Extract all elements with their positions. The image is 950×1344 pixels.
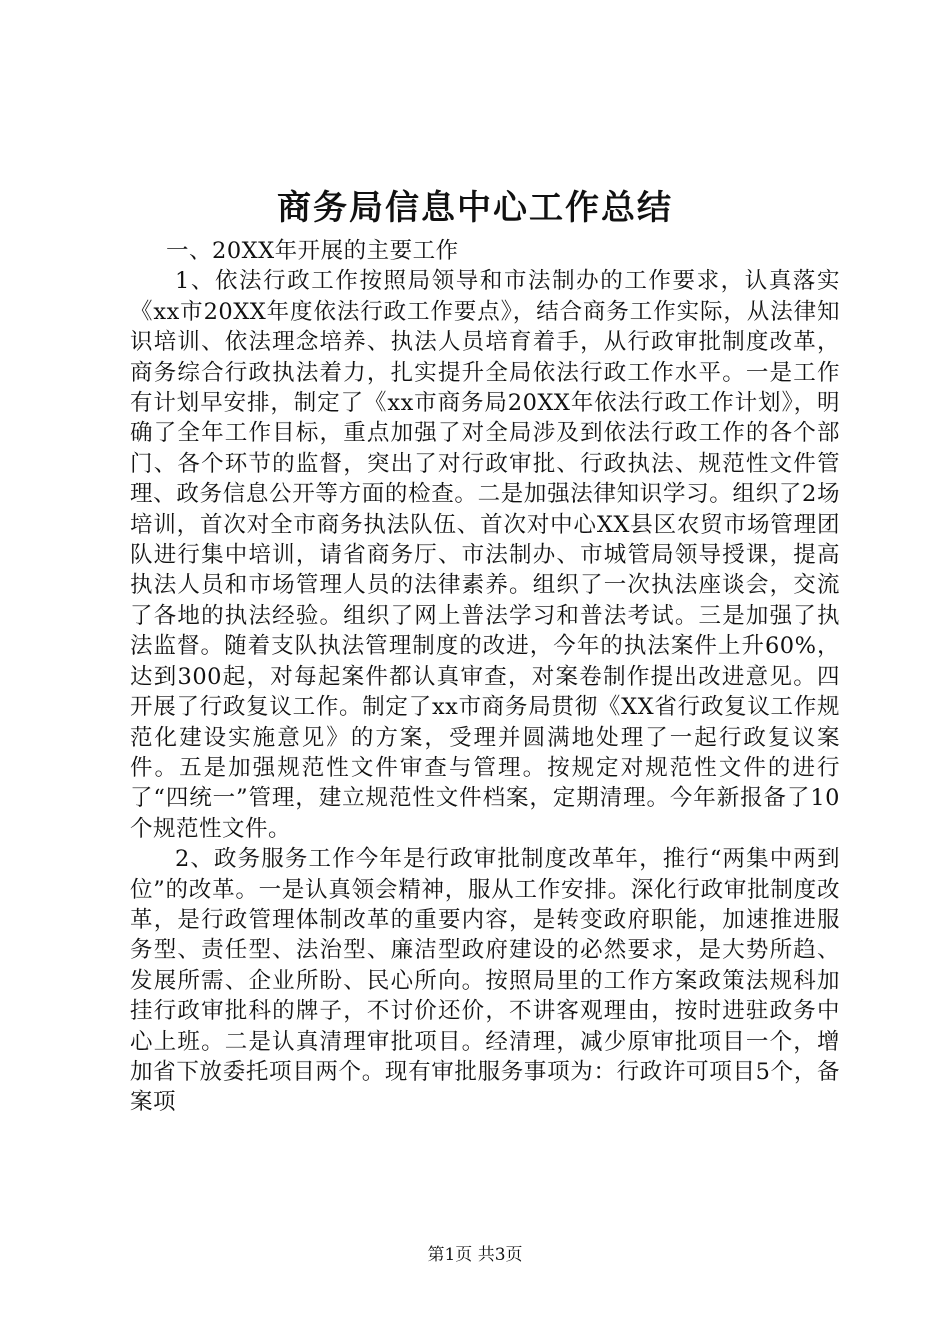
document-title: 商务局信息中心工作总结: [277, 188, 673, 228]
document-body: [130, 236, 840, 1118]
paragraph-legal-administration: 1、依法行政工作按照局领导和市法制办的工作要求，认真落实《xx市20XX年度依法行政工作要点》，结合商务工作实际，从法律知识培训、依法理念培养、执法人员培育着手，从行政审批制度改革，商务综合行政执法着力，扎实提升全局依法行政工作水平。一是工作有计划早安排，制定了《xx市商务局20XX年依法行政工作计划》，明确了全年工作目标，重点加强了对全局涉及到依法行政工作的各个部门、各个环节的监督，突出了对行政审批、行政执法、规范性文件管理、政务信息公开等方面的检查。二是加强法律知识学习。组织了2场培训，首次对全市商务执法队伍、首次对中心XX县区农贸市场管理团队进行集中培训，请省商务厅、市法制办、市城管局领导授课，提高执法人员和市场管理人员的法律素养。组织了一次执法座谈会，交流了各地的执法经验。组织了网上普法学习和普法考试。三是加强了执法监督。随着支队执法管理制度的改进，今年的执法案件上升60%，达到300起，对每起案件都认真审查，对案卷制作提出改进意见。四开展了行政复议工作。制定了xx市商务局贯彻《XX省行政复议工作规范化建设实施意见》的方案，受理并圆满地处理了一起行政复议案件。五是加强规范性文件审查与管理。按规定对规范性文件的进行了“四统一”管理，建立规范性文件档案，定期清理。今年新报备了10个规范性文件。: [130, 268, 840, 842]
paragraph-government-service: 2、政务服务工作今年是行政审批制度改革年，推行“两集中两到位”的改革。一是认真领会精神，服从工作安排。深化行政审批制度改革，是行政管理体制改革的重要内容，是转变政府职能，加速推进服务型、责任型、法治型、廉洁型政府建设的必然要求，是大势所趋、发展所需、企业所盼、民心所向。按照局里的工作方案政策法规科加挂行政审批科的牌子，不讨价还价，不讲客观理由，按时进驻政务中心上班。二是认真清理审批项目。经清理，减少原审批项目一个，增加省下放委托项目两个。现有审批服务事项为：行政许可项目5个，备案项: [130, 846, 840, 1116]
section-heading: 一、20XX年开展的主要工作: [166, 238, 459, 264]
page-footer: 第1页 共3页: [427, 1245, 523, 1265]
